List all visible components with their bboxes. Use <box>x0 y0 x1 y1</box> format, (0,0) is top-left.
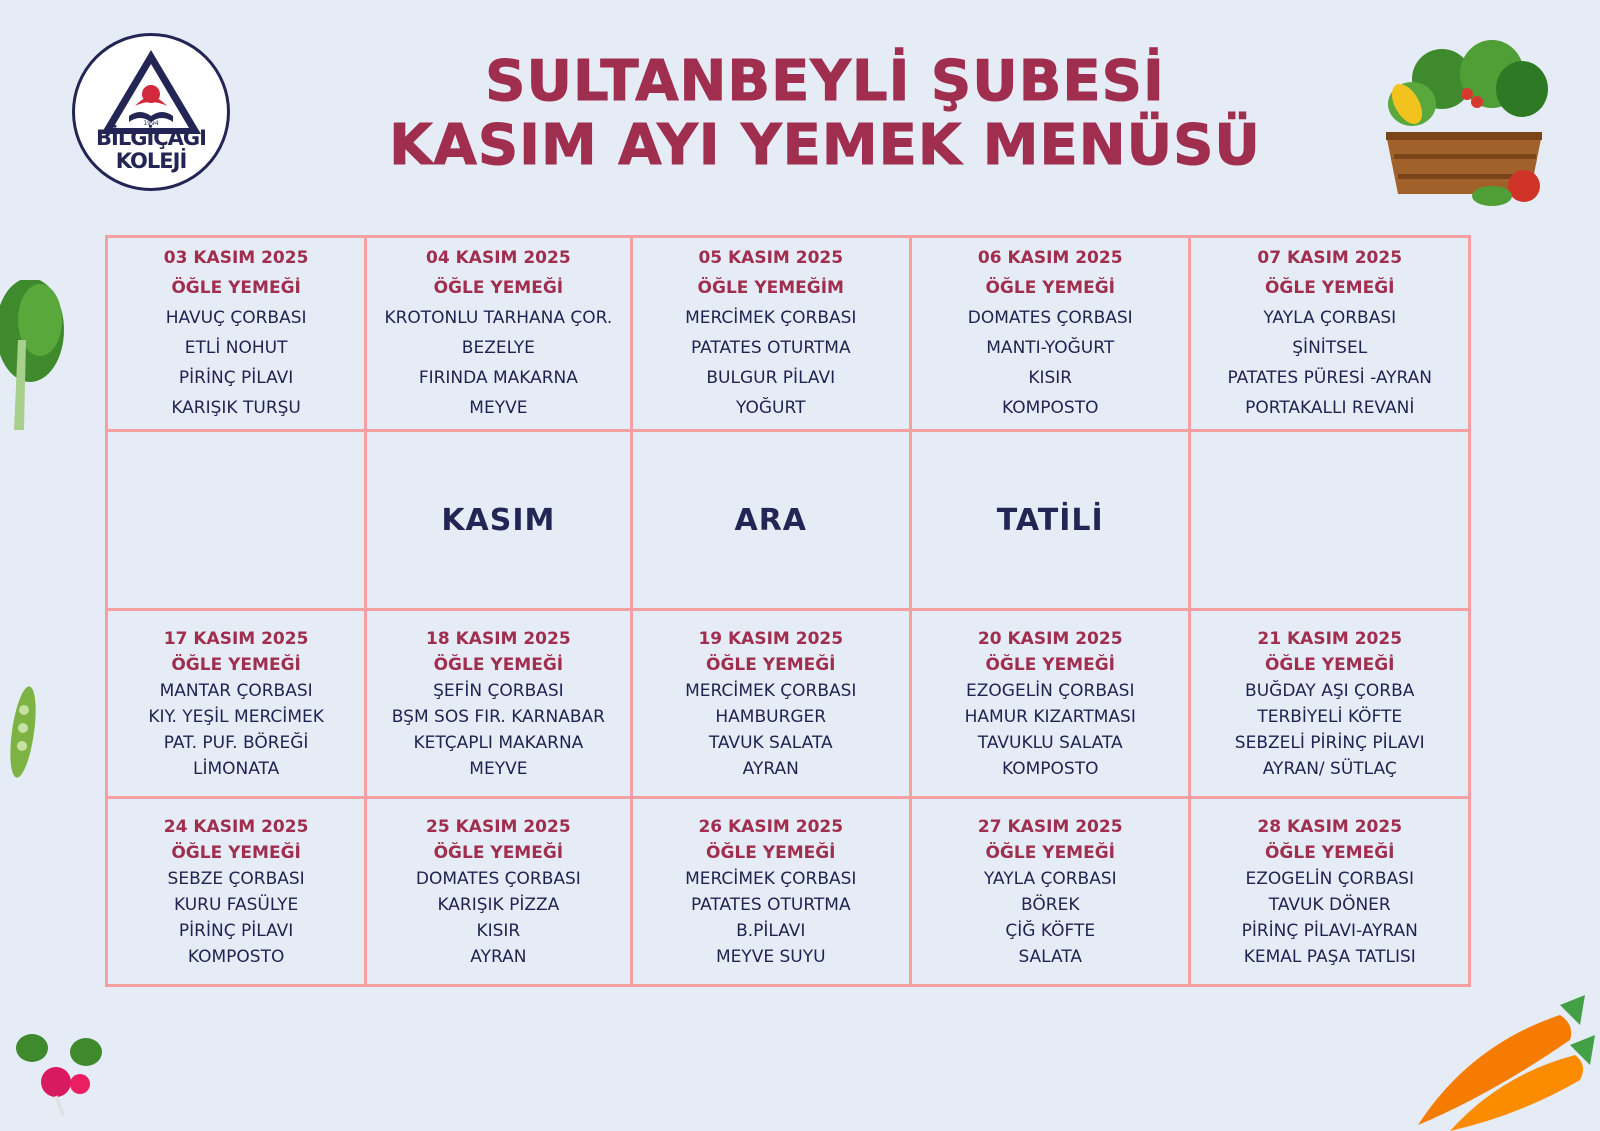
menu-item: KISIR <box>476 920 521 941</box>
day-cell <box>631 237 910 431</box>
menu-item: FIRINDA MAKARNA <box>418 368 578 389</box>
week-4-row <box>107 798 1470 986</box>
holiday-word: ARA <box>734 502 808 538</box>
day-date: 05 KASIM 2025 <box>698 248 844 269</box>
holiday-cell <box>911 430 1190 610</box>
menu-item: BÖREK <box>1021 894 1080 915</box>
holiday-word: KASIM <box>441 502 556 538</box>
meal-label: ÖĞLE YEMEĞİ <box>1264 842 1395 863</box>
menu-item: PATATES PÜRESİ -AYRAN <box>1227 368 1433 389</box>
title-branch: SULTANBEYLİ ŞUBESİ <box>485 49 1165 114</box>
menu-item: EZOGELİN ÇORBASI <box>966 680 1135 701</box>
meal-label: ÖĞLE YEMEĞİM <box>697 278 844 299</box>
menu-item: PİRİNÇ PİLAVI-AYRAN <box>1241 920 1418 941</box>
meal-label: ÖĞLE YEMEĞİ <box>985 278 1115 299</box>
meal-label: ÖĞLE YEMEĞİ <box>985 654 1115 675</box>
meal-label: ÖĞLE YEMEĞİ <box>433 654 564 675</box>
menu-item: YAYLA ÇORBASI <box>1263 308 1397 329</box>
day-date: 19 KASIM 2025 <box>698 628 844 649</box>
menu-item: MANTI-YOĞURT <box>986 338 1115 359</box>
logo-line-2: KOLEJİ <box>115 149 187 173</box>
day-date: 03 KASIM 2025 <box>163 248 309 269</box>
day-cell <box>1190 798 1470 986</box>
menu-item: PATATES OTURTMA <box>690 894 851 915</box>
meal-label: ÖĞLE YEMEĞİ <box>433 842 564 863</box>
day-cell <box>911 610 1190 798</box>
day-cell <box>631 798 910 986</box>
menu-item: HAMUR KIZARTMASI <box>964 706 1136 727</box>
menu-item: KEMAL PAŞA TATLISI <box>1243 946 1416 967</box>
menu-item: SALATA <box>1018 946 1083 967</box>
day-cell <box>631 610 910 798</box>
meal-label: ÖĞLE YEMEĞİ <box>171 654 301 675</box>
menu-item: DOMATES ÇORBASI <box>967 308 1133 329</box>
day-date: 18 KASIM 2025 <box>426 628 571 649</box>
meal-label: ÖĞLE YEMEĞİ <box>706 654 836 675</box>
week-3-row <box>107 610 1470 798</box>
school-logo <box>72 33 230 191</box>
menu-item: KOMPOSTO <box>187 946 285 967</box>
menu-item: KOMPOSTO <box>1002 398 1099 419</box>
day-date: 17 KASIM 2025 <box>163 628 309 649</box>
menu-item: PİRİNÇ PİLAVI <box>178 368 294 389</box>
menu-item: ŞİNİTSEL <box>1292 338 1368 359</box>
menu-item: MERCİMEK ÇORBASI <box>685 680 857 701</box>
menu-item: MEYVE <box>469 758 528 779</box>
menu-item: LİMONATA <box>192 758 280 779</box>
menu-item: KIY. YEŞİL MERCİMEK <box>148 706 324 727</box>
day-cell <box>107 237 366 431</box>
menu-table <box>105 235 1471 987</box>
day-cell <box>911 798 1190 986</box>
holiday-word: TATİLİ <box>996 502 1104 538</box>
menu-item: ETLİ NOHUT <box>184 338 288 359</box>
logo-line-1: BİLGİÇAĞI <box>96 126 206 150</box>
menu-item: YAYLA ÇORBASI <box>983 868 1117 889</box>
menu-item: BŞM SOS FIR. KARNABAR <box>391 706 605 727</box>
day-date: 25 KASIM 2025 <box>426 816 571 837</box>
day-cell <box>107 798 366 986</box>
day-date: 04 KASIM 2025 <box>426 248 571 269</box>
menu-item: PAT. PUF. BÖREĞİ <box>163 732 309 753</box>
pea-pod-illustration <box>6 680 40 784</box>
holiday-cell <box>366 430 631 610</box>
holiday-row <box>107 430 1470 610</box>
menu-item: BUĞDAY AŞI ÇORBA <box>1245 680 1415 701</box>
menu-item: DOMATES ÇORBASI <box>415 868 581 889</box>
menu-item: BULGUR PİLAVI <box>706 368 836 389</box>
menu-item: HAVUÇ ÇORBASI <box>165 308 307 329</box>
menu-item: MERCİMEK ÇORBASI <box>685 868 857 889</box>
menu-item: PATATES OTURTMA <box>690 338 851 359</box>
menu-item: TAVUK DÖNER <box>1268 894 1391 915</box>
menu-item: TAVUK SALATA <box>708 732 833 753</box>
day-date: 06 KASIM 2025 <box>977 248 1123 269</box>
menu-item: MANTAR ÇORBASI <box>159 680 313 701</box>
title-menu: KASIM AYI YEMEK MENÜSÜ <box>389 113 1261 178</box>
menu-item: PİRİNÇ PİLAVI <box>178 920 294 941</box>
menu-item: AYRAN <box>742 758 799 779</box>
menu-item: KISIR <box>1028 368 1073 389</box>
day-cell <box>366 610 631 798</box>
holiday-cell <box>631 430 910 610</box>
menu-item: BEZELYE <box>461 338 535 359</box>
menu-item: TERBİYELİ KÖFTE <box>1257 706 1403 727</box>
day-cell <box>911 237 1190 431</box>
menu-item: KETÇAPLI MAKARNA <box>413 732 584 753</box>
day-date: 26 KASIM 2025 <box>698 816 844 837</box>
day-date: 20 KASIM 2025 <box>977 628 1123 649</box>
meal-label: ÖĞLE YEMEĞİ <box>171 842 301 863</box>
menu-item: TAVUKLU SALATA <box>977 732 1123 753</box>
meal-label: ÖĞLE YEMEĞİ <box>171 278 301 299</box>
menu-item: KARIŞIK PİZZA <box>437 894 560 915</box>
menu-item: KOMPOSTO <box>1002 758 1099 779</box>
day-cell <box>366 237 631 431</box>
day-date: 27 KASIM 2025 <box>977 816 1123 837</box>
menu-item: AYRAN <box>470 946 527 967</box>
menu-item: MERCİMEK ÇORBASI <box>685 308 857 329</box>
menu-item: KROTONLU TARHANA ÇOR. <box>384 308 613 329</box>
vegetable-crate-illustration <box>1372 34 1557 214</box>
day-date: 21 KASIM 2025 <box>1257 628 1403 649</box>
meal-label: ÖĞLE YEMEĞİ <box>1264 654 1395 675</box>
day-date: 28 KASIM 2025 <box>1257 816 1403 837</box>
menu-item: PORTAKALLI REVANİ <box>1245 398 1415 419</box>
meal-label: ÖĞLE YEMEĞİ <box>706 842 836 863</box>
week-1-row <box>107 237 1470 431</box>
meal-label: ÖĞLE YEMEĞİ <box>1264 278 1395 299</box>
day-cell <box>1190 610 1470 798</box>
menu-item: HAMBURGER <box>715 706 827 727</box>
day-date: 07 KASIM 2025 <box>1257 248 1403 269</box>
holiday-cell <box>107 430 366 610</box>
day-cell <box>366 798 631 986</box>
menu-item: EZOGELİN ÇORBASI <box>1245 868 1414 889</box>
menu-item: KARIŞIK TURŞU <box>171 398 301 419</box>
day-cell <box>107 610 366 798</box>
menu-item: ŞEFİN ÇORBASI <box>433 680 564 701</box>
meal-label: ÖĞLE YEMEĞİ <box>985 842 1115 863</box>
menu-item: KURU FASÜLYE <box>174 894 299 915</box>
menu-item: ÇİĞ KÖFTE <box>1005 920 1096 941</box>
menu-item: AYRAN/ SÜTLAÇ <box>1262 758 1397 779</box>
carrot-illustration <box>1410 985 1600 1131</box>
lettuce-illustration <box>0 280 80 440</box>
radish-illustration <box>10 1026 110 1116</box>
holiday-cell <box>1190 430 1470 610</box>
menu-item: MEYVE <box>469 398 528 419</box>
logo-year: 1994 <box>143 120 159 127</box>
meal-label: ÖĞLE YEMEĞİ <box>433 278 564 299</box>
day-date: 24 KASIM 2025 <box>163 816 309 837</box>
menu-item: B.PİLAVI <box>736 920 806 941</box>
menu-item: MEYVE SUYU <box>715 946 826 967</box>
menu-item: SEBZELİ PİRİNÇ PİLAVI <box>1234 732 1425 753</box>
day-cell <box>1190 237 1470 431</box>
menu-item: SEBZE ÇORBASI <box>167 868 305 889</box>
menu-item: YOĞURT <box>736 398 806 419</box>
